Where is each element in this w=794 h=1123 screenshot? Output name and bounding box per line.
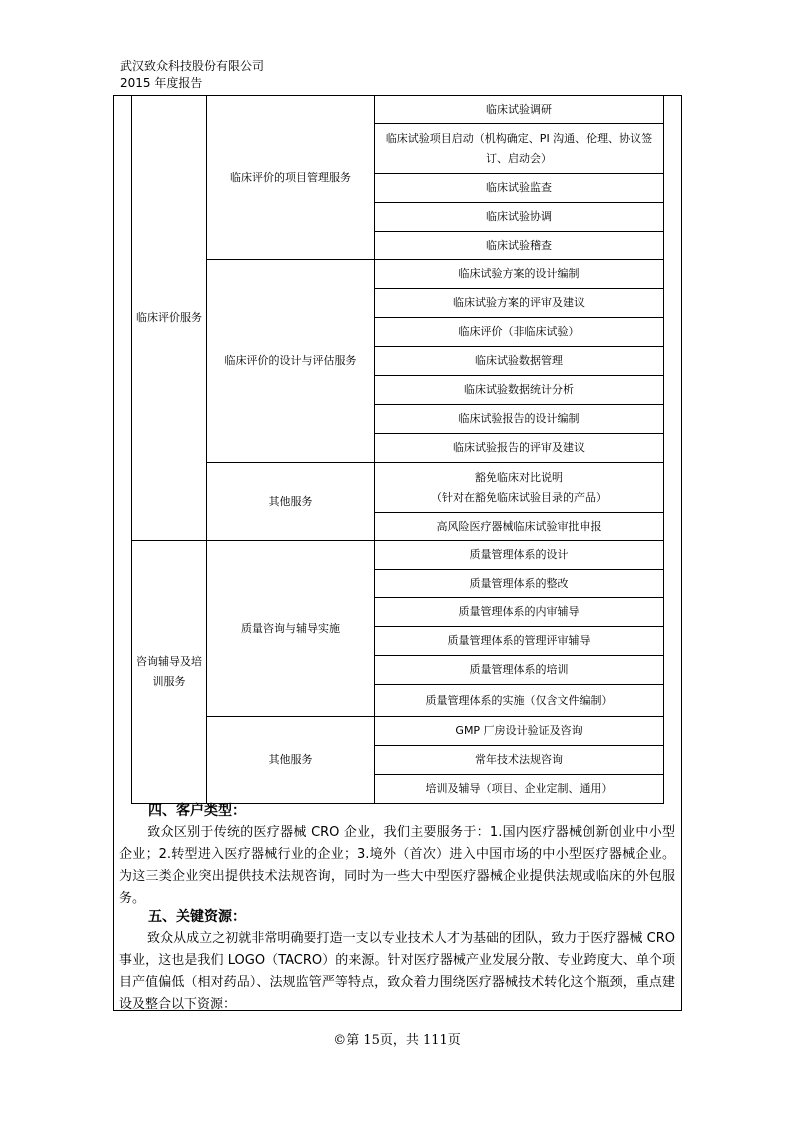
service-table: [131, 95, 664, 804]
service-item: 临床试验方案的评审及建议: [375, 289, 664, 318]
header-report: 2015 年度报告: [120, 76, 203, 90]
service-item: 临床试验报告的评审及建议: [375, 434, 664, 463]
service-item: 临床试验调研: [375, 96, 664, 124]
service-item: 临床试验监查: [375, 174, 664, 203]
header-company: 武汉致众科技股份有限公司: [120, 59, 265, 73]
subcategory-cell: 其他服务: [207, 717, 375, 804]
service-item: 质量管理体系的培训: [375, 656, 664, 685]
category-cell: 临床评价服务: [132, 96, 207, 541]
service-item: 临床试验项目启动（机构确定、PI 沟通、伦理、协议签订、启动会）: [375, 124, 664, 174]
service-item: 临床试验数据统计分析: [375, 376, 664, 405]
section-4-text: 致众区别于传统的医疗器械 CRO 企业，我们主要服务于：1.国内医疗器械创新创业中小型企业；2.转型进入医疗器械行业的企业；3.境外（首次）进入中国市场的中小型医疗器械企业。为这三类企业突出提供技术法规咨询，同时为一些大中型医疗器械企业提供法规或临床的外包服务。: [119, 825, 675, 906]
service-item: 质量管理体系的实施（仅含文件编制）: [375, 685, 664, 717]
service-item: 临床评价（非临床试验）: [375, 318, 664, 347]
section-4-title: 四、客户类型：: [148, 803, 246, 819]
category-cell: 咨询辅导及培训服务: [132, 541, 207, 804]
service-item: 常年技术法规咨询: [375, 746, 664, 775]
service-item: GMP 厂房设计验证及咨询: [375, 717, 664, 746]
subcategory-cell: 质量咨询与辅导实施: [207, 541, 375, 717]
service-item: 质量管理体系的整改: [375, 570, 664, 598]
service-item: 临床试验方案的设计编制: [375, 260, 664, 289]
subcategory-cell: 临床评价的项目管理服务: [207, 96, 375, 260]
service-item: 临床试验协调: [375, 203, 664, 232]
section-5-body: [119, 928, 675, 1016]
service-item: 临床试验数据管理: [375, 347, 664, 376]
service-item: 豁免临床对比说明 （针对在豁免临床试验目录的产品）: [375, 463, 664, 513]
service-item: 质量管理体系的设计: [375, 541, 664, 570]
service-item: 质量管理体系的管理评审辅导: [375, 627, 664, 656]
service-item: 培训及辅导（项目、企业定制、通用）: [375, 775, 664, 804]
section-5-title: 五、关键资源：: [148, 909, 246, 925]
section-5-text: 致众从成立之初就非常明确要打造一支以专业技术人才为基础的团队，致力于医疗器械 CRO 事业，这也是我们 LOGO（TACRO）的来源。针对医疗器械产业发展分散、专业跨度大、单个项目产值偏低（相对药品）、法规监管严等特点，致众着力围绕医疗器械技术转化这个瓶颈，重点建设及整合以下资源：: [119, 931, 675, 1012]
page-number: ©第 15页，共 111页: [333, 1033, 461, 1048]
service-item: 高风险医疗器械临床试验审批申报: [375, 513, 664, 541]
subcategory-cell: 临床评价的设计与评估服务: [207, 260, 375, 463]
subcategory-cell: 其他服务: [207, 463, 375, 541]
service-item: 临床试验报告的设计编制: [375, 405, 664, 434]
section-4-body: [119, 822, 675, 910]
service-item: 质量管理体系的内审辅导: [375, 598, 664, 627]
service-item: 临床试验稽查: [375, 232, 664, 260]
